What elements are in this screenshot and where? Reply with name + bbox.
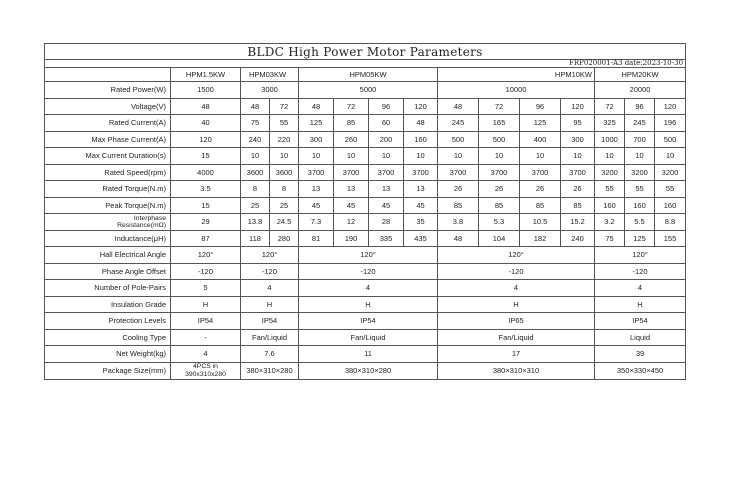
value-cell: 81	[299, 230, 334, 247]
protection-row	[45, 313, 686, 330]
hall-angle-row	[45, 247, 686, 264]
value-cell: 72	[479, 98, 520, 115]
value-cell: 120	[655, 98, 686, 115]
value-cell: 104	[479, 230, 520, 247]
value-cell: 125	[520, 115, 561, 132]
model-name: HPM20KW	[595, 68, 686, 82]
row-label	[45, 214, 171, 231]
value-cell: 10	[520, 148, 561, 165]
value-cell: 75	[595, 230, 625, 247]
value-line: 390x310x280	[185, 370, 226, 378]
value-cell: 120	[404, 98, 438, 115]
peak-torque-row	[45, 197, 686, 214]
value-cell: 15.2	[561, 214, 595, 231]
value-cell: 4	[299, 280, 438, 297]
value-cell: 96	[520, 98, 561, 115]
value-cell: 10	[270, 148, 299, 165]
row-label: Voltage(V)	[45, 98, 171, 115]
row-label: Rated Power(W)	[45, 82, 171, 99]
row-label: Hall Electrical Angle	[45, 247, 171, 264]
value-cell: 280	[270, 230, 299, 247]
value-cell: 26	[479, 181, 520, 198]
value-cell: 435	[404, 230, 438, 247]
value-cell: 10	[438, 148, 479, 165]
value-cell: -120	[438, 263, 595, 280]
value-cell: Fan/Liquid	[241, 329, 299, 346]
value-cell: 10	[241, 148, 270, 165]
value-cell: 7.6	[241, 346, 299, 363]
phase-offset-row	[45, 263, 686, 280]
value-cell: 10	[369, 148, 404, 165]
value-cell: 4	[171, 346, 241, 363]
row-label: Rated Current(A)	[45, 115, 171, 132]
value-cell: 160	[655, 197, 686, 214]
value-cell: 13.8	[241, 214, 270, 231]
value-cell: 245	[625, 115, 655, 132]
value-cell: IP54	[299, 313, 438, 330]
value-cell: 35	[404, 214, 438, 231]
row-label: Number of Pole-Pairs	[45, 280, 171, 297]
value-cell: 85	[479, 197, 520, 214]
value-cell: 55	[625, 181, 655, 198]
value-cell: 25	[241, 197, 270, 214]
row-label: Cooling Type	[45, 329, 171, 346]
value-cell: 10	[655, 148, 686, 165]
value-cell: 87	[171, 230, 241, 247]
value-cell: -120	[171, 263, 241, 280]
value-cell: -120	[595, 263, 686, 280]
rated-current-row	[45, 115, 686, 132]
value-cell: 5.3	[479, 214, 520, 231]
value-cell: 160	[595, 197, 625, 214]
value-cell: 200	[369, 131, 404, 148]
value-cell: 48	[241, 98, 270, 115]
value-cell: 55	[595, 181, 625, 198]
parameter-sheet	[44, 43, 685, 380]
value-cell: IP54	[171, 313, 241, 330]
value-cell: 3700	[299, 164, 334, 181]
value-cell: 3700	[561, 164, 595, 181]
value-cell: 380×310×310	[438, 362, 595, 379]
value-cell: 4	[438, 280, 595, 297]
value-cell: 10	[625, 148, 655, 165]
value-cell: 3600	[241, 164, 270, 181]
value-cell: 13	[334, 181, 369, 198]
value-cell: 3700	[479, 164, 520, 181]
value-cell: 85	[438, 197, 479, 214]
value-cell: Fan/Liquid	[299, 329, 438, 346]
pole-pairs-row	[45, 280, 686, 297]
value-cell: 5	[171, 280, 241, 297]
value-cell: 48	[404, 115, 438, 132]
value-cell: 3.5	[171, 181, 241, 198]
value-cell: 120°	[438, 247, 595, 264]
value-cell: 4000	[171, 164, 241, 181]
value-cell: 1500	[171, 82, 241, 99]
row-label-line: Interphase	[133, 214, 166, 222]
value-cell: 40	[171, 115, 241, 132]
value-cell: 125	[625, 230, 655, 247]
value-cell: 160	[404, 131, 438, 148]
rated-power-row	[45, 82, 686, 99]
value-cell: 118	[241, 230, 270, 247]
value-cell: 75	[241, 115, 270, 132]
value-cell: 48	[299, 98, 334, 115]
value-cell: 15	[171, 148, 241, 165]
value-cell: 11	[299, 346, 438, 363]
value-cell: 10	[561, 148, 595, 165]
value-cell: 260	[334, 131, 369, 148]
row-label: Insulation Grade	[45, 296, 171, 313]
value-cell: 155	[655, 230, 686, 247]
model-name: HPM03KW	[241, 68, 270, 82]
value-cell: 10	[404, 148, 438, 165]
inductance-row	[45, 230, 686, 247]
interphase-resistance-row	[45, 214, 686, 231]
value-cell: 3700	[404, 164, 438, 181]
value-cell: 10	[299, 148, 334, 165]
value-cell: 120°	[171, 247, 241, 264]
value-cell: 3000	[241, 82, 299, 99]
value-cell: 120	[561, 98, 595, 115]
value-cell: 182	[520, 230, 561, 247]
value-cell: 380×310×280	[299, 362, 438, 379]
value-cell: 26	[438, 181, 479, 198]
title-row	[45, 44, 686, 60]
row-label: Max Phase Current(A)	[45, 131, 171, 148]
value-cell: 220	[270, 131, 299, 148]
value-cell: 400	[520, 131, 561, 148]
value-cell: 500	[438, 131, 479, 148]
value-cell: 4	[595, 280, 686, 297]
value-cell: 12	[334, 214, 369, 231]
row-label: Phase Angle Offset	[45, 263, 171, 280]
value-cell: 8.8	[655, 214, 686, 231]
value-cell: 85	[520, 197, 561, 214]
row-label: Inductance(μH)	[45, 230, 171, 247]
value-cell: 25	[270, 197, 299, 214]
value-cell: 120	[171, 131, 241, 148]
row-label: Rated Torque(N.m)	[45, 181, 171, 198]
value-cell: 3200	[655, 164, 686, 181]
value-cell: H	[438, 296, 595, 313]
value-cell: 160	[625, 197, 655, 214]
value-cell: -120	[299, 263, 438, 280]
model-label-cell	[45, 68, 171, 82]
value-cell: 95	[561, 115, 595, 132]
parameter-table	[44, 43, 686, 380]
value-cell: 24.5	[270, 214, 299, 231]
value-cell: 45	[404, 197, 438, 214]
value-cell: 335	[369, 230, 404, 247]
value-cell: 3700	[520, 164, 561, 181]
model-name: HPM05KW	[299, 68, 438, 82]
value-cell: 8	[270, 181, 299, 198]
value-cell: 26	[561, 181, 595, 198]
sheet-title: BLDC High Power Motor Parameters	[45, 44, 686, 60]
value-cell: Liquid	[595, 329, 686, 346]
rated-torque-row	[45, 181, 686, 198]
value-cell: 4	[241, 280, 299, 297]
value-cell: 120°	[299, 247, 438, 264]
value-cell: 72	[270, 98, 299, 115]
row-label: Max Current Duration(s)	[45, 148, 171, 165]
value-cell: 72	[595, 98, 625, 115]
row-label-line: Resistance(mΩ)	[117, 221, 166, 229]
value-cell: 3700	[334, 164, 369, 181]
value-cell: 28	[369, 214, 404, 231]
voltage-row	[45, 98, 686, 115]
value-cell: 240	[241, 131, 270, 148]
net-weight-row	[45, 346, 686, 363]
value-cell: -	[171, 329, 241, 346]
value-cell: 500	[655, 131, 686, 148]
value-cell: H	[171, 296, 241, 313]
value-cell: 700	[625, 131, 655, 148]
value-cell: 245	[438, 115, 479, 132]
value-cell: 240	[561, 230, 595, 247]
value-cell: 3.2	[595, 214, 625, 231]
value-cell: 3600	[270, 164, 299, 181]
value-cell: 15	[171, 197, 241, 214]
value-cell: H	[595, 296, 686, 313]
value-cell: 85	[561, 197, 595, 214]
value-cell: 196	[655, 115, 686, 132]
value-cell: 45	[299, 197, 334, 214]
model-name: HPM1.5KW	[171, 68, 241, 82]
doc-ref-row	[45, 60, 686, 68]
value-cell: 10.5	[520, 214, 561, 231]
value-cell: IP54	[241, 313, 299, 330]
value-cell: 8	[241, 181, 270, 198]
value-cell: 7.3	[299, 214, 334, 231]
value-cell: 3200	[595, 164, 625, 181]
value-cell: 300	[561, 131, 595, 148]
value-cell: 96	[625, 98, 655, 115]
value-cell: 125	[299, 115, 334, 132]
value-cell: 45	[334, 197, 369, 214]
value-cell: 13	[404, 181, 438, 198]
value-line: 4PCS in	[193, 363, 218, 371]
row-label: Peak Torque(N.m)	[45, 197, 171, 214]
value-cell: 85	[334, 115, 369, 132]
value-cell: 380×310×280	[241, 362, 299, 379]
value-cell: 10	[479, 148, 520, 165]
value-cell: 190	[334, 230, 369, 247]
value-cell: 96	[369, 98, 404, 115]
value-cell: 3700	[438, 164, 479, 181]
value-cell: 10	[334, 148, 369, 165]
model-row	[45, 68, 686, 82]
value-cell: 300	[299, 131, 334, 148]
row-label: Protection Levels	[45, 313, 171, 330]
value-cell: 26	[520, 181, 561, 198]
value-cell: -120	[241, 263, 299, 280]
value-cell: 165	[479, 115, 520, 132]
value-cell: 5.5	[625, 214, 655, 231]
row-label: Package Size(mm)	[45, 362, 171, 379]
value-cell: 48	[171, 98, 241, 115]
cooling-row	[45, 329, 686, 346]
value-cell: 48	[438, 98, 479, 115]
value-cell: 39	[595, 346, 686, 363]
value-cell: 120°	[595, 247, 686, 264]
row-label: Net Weight(kg)	[45, 346, 171, 363]
value-cell: 350×330×450	[595, 362, 686, 379]
value-cell: 13	[299, 181, 334, 198]
value-cell: 10000	[438, 82, 595, 99]
value-cell	[171, 362, 241, 379]
value-cell: 3.8	[438, 214, 479, 231]
doc-reference: FRP020001-A3 date:2023-10-30	[45, 60, 686, 68]
value-cell: H	[299, 296, 438, 313]
value-cell: 20000	[595, 82, 686, 99]
value-cell: 17	[438, 346, 595, 363]
value-cell: 3700	[369, 164, 404, 181]
value-cell: IP65	[438, 313, 595, 330]
value-cell: 29	[171, 214, 241, 231]
value-cell: 325	[595, 115, 625, 132]
value-cell: 45	[369, 197, 404, 214]
value-cell: IP54	[595, 313, 686, 330]
value-cell: 500	[479, 131, 520, 148]
value-cell: 120°	[241, 247, 299, 264]
value-cell: 1000	[595, 131, 625, 148]
row-label: Rated Speed(rpm)	[45, 164, 171, 181]
value-cell: 3200	[625, 164, 655, 181]
value-cell: 5000	[299, 82, 438, 99]
value-cell: 55	[270, 115, 299, 132]
package-size-row	[45, 362, 686, 379]
max-current-duration-row	[45, 148, 686, 165]
value-cell: 48	[438, 230, 479, 247]
value-cell: 60	[369, 115, 404, 132]
value-cell: 55	[655, 181, 686, 198]
insulation-row	[45, 296, 686, 313]
rated-speed-row	[45, 164, 686, 181]
model-name: HPM10KW	[438, 68, 595, 82]
max-phase-current-row	[45, 131, 686, 148]
value-cell: H	[241, 296, 299, 313]
value-cell: 10	[595, 148, 625, 165]
value-cell: Fan/Liquid	[438, 329, 595, 346]
value-cell: 13	[369, 181, 404, 198]
value-cell: 72	[334, 98, 369, 115]
